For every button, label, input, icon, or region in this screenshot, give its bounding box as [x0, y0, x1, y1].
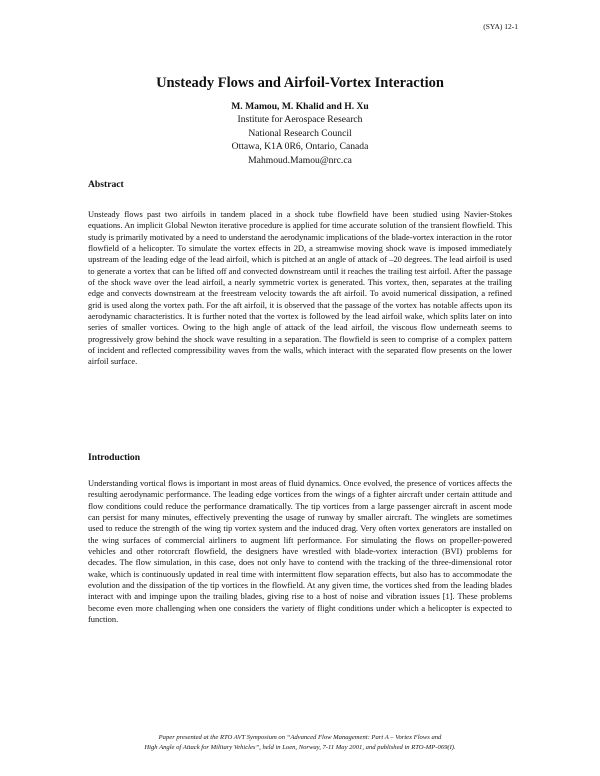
author-email: Mahmoud.Mamou@nrc.ca [248, 154, 352, 166]
author-institute: Institute for Aerospace Research [237, 114, 363, 126]
paper-title: Unsteady Flows and Airfoil-Vortex Interaction [156, 75, 444, 91]
author-address: Ottawa, K1A 0R6, Ontario, Canada [231, 141, 369, 153]
introduction-text: Understanding vortical flows is important in most areas of fluid dynamics. Once evolved, the presence of vortices affects the resulting aerodynamic performance. The leading edge vortices from the wings of a fighter aircraft under certain attitude and flow conditions could reduce the performance dramatically. The tip vortices from a large passenger aircraft in ascent mode can persist for many minutes, effectively preventing the usage of runway by smaller aircraft. The winglets are sometimes used to reduce the strength of the wing tip vortex system and the induced drag. Very often vortex generators are installed on the wing surfaces of commercial airliners to augment lift performance. For simulating the flows on propeller-powered vehicles and other rotorcraft flowfield, the designers have wrestled with blade-vortex interaction (BVI) problems for decades. The flow simulation, in this case, does not only have to contend with the tracking of the three-dimensional rotor wake, which is continuously updated in real time with intermittent flow separation effects, but also has to accommodate the evolution and the dissipation of the tip vortices in the flowfield. At any given time, the vortices shed from the leading blades interact with and impinge upon the trailing blades, giving rise to a host of noise and vibration issues [1]. These problems become even more challenging when one considers the variety of flight conditions under which a helicopter is expected to function. [88, 478, 512, 625]
abstract-heading: Abstract [88, 179, 124, 190]
author-council: National Research Council [248, 127, 352, 139]
abstract-text: Unsteady flows past two airfoils in tandem placed in a shock tube flowfield have been studied using Navier-Stokes equations. An implicit Global Newton iterative procedure is applied for time accurate solution of the transient flowfield. This study is primarily motivated by a need to understand the aerodynamic implications of the blade-vortex interaction in the rotor flowfield of a helicopter. To simulate the vortex effects in 2D, a streamwise moving shock wave is imposed immediately upstream of the leading edge of the lead airfoil, which is pitched at an angle of attack of –20 degrees. The lead airfoil is used to generate a vortex that can be lifted off and convected downstream until it reaches the trailing test airfoil. After the passage of the shock wave over the lead airfoil, a nearly symmetric vortex is generated. This vortex, then, separates at the trailing edge and convects downstream at the freestream velocity towards the aft airfoil. To avoid numerical dissipation, a refined grid is used along the vortex path. For the aft airfoil, it is observed that the passage of the vortex has notable affects upon its aerodynamic characteristics. It is further noted that the vortex is followed by the lead airfoil wake, which splits later on into series of smaller vortices. Owing to the high angle of attack of the lead airfoil, the viscous flow underneath seems to progressively grow behind the shock wave resulting in a separation. The flowfield is seen to comprise of a complex pattern of incident and reflected compressibility waves from the walls, which interact with the separated flow presents on the lower airfoil surface. [88, 209, 512, 367]
footer-line-2: High Angle of Attack for Military Vehicles”, held in Loen, Norway, 7-11 May 2001, and published in RTO-MP-069(I). [144, 743, 456, 751]
page-number: (SYA) 12-1 [483, 22, 518, 31]
introduction-heading: Introduction [88, 452, 141, 463]
footer-note [0, 733, 600, 753]
footer-line-1: Paper presented at the RTO AVT Symposium on “Advanced Flow Management: Part A – Vortex Flows and [158, 734, 442, 741]
author-names: M. Mamou, M. Khalid and H. Xu [231, 101, 369, 112]
author-block [0, 100, 600, 167]
